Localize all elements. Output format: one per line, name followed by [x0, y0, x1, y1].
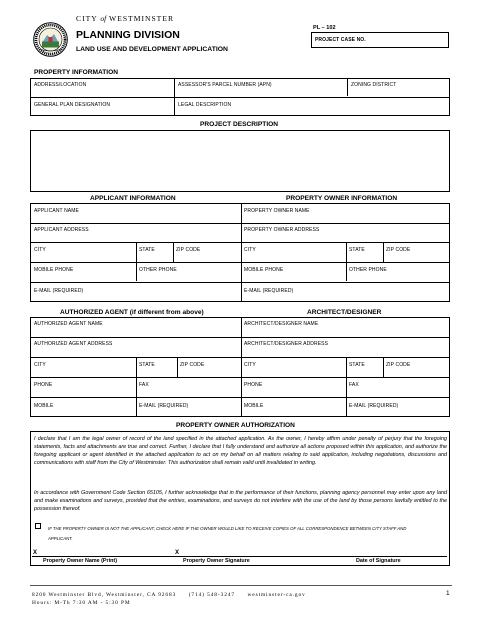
project-description-title: PROJECT DESCRIPTION: [200, 121, 279, 128]
form-number: PL – 102: [313, 25, 336, 31]
address-field[interactable]: ADDRESS/LOCATION: [34, 82, 87, 88]
form-title: LAND USE AND DEVELOPMENT APPLICATION: [76, 46, 228, 53]
owner-email-field[interactable]: E-MAIL (REQUIRED): [244, 288, 294, 294]
property-info-title: PROPERTY INFORMATION: [34, 69, 119, 76]
owner-zip-field[interactable]: ZIP CODE: [386, 247, 411, 253]
architect-city-field[interactable]: CITY: [244, 362, 256, 368]
signature-date-label: Date of Signature: [356, 558, 401, 564]
applicant-info-title: APPLICANT INFORMATION: [90, 195, 176, 202]
signature-x-mark-1: X: [33, 550, 38, 556]
correspondence-option-label: IF THE PROPERTY OWNER IS NOT THE APPLICANT, CHECK HERE IF THE OWNER WOULD LIKE TO RECEIVE COPIES OF ALL CORRESPONDENCE BETWEEN CITY STAFF AND APPLICANT.: [48, 526, 407, 541]
owner-signature-label: Property Owner Signature: [183, 558, 250, 564]
city-seal: [33, 22, 68, 57]
project-case-box[interactable]: [311, 32, 449, 48]
legal-description-field[interactable]: LEGAL DESCRIPTION: [178, 102, 232, 108]
owner-state-field[interactable]: STATE: [349, 247, 365, 253]
architect-email-field[interactable]: E-MAIL (REQUIRED): [349, 403, 399, 409]
project-case-label: PROJECT CASE NO.: [315, 37, 366, 43]
agent-phone-field[interactable]: PHONE: [34, 382, 53, 388]
applicant-other-phone-field[interactable]: OTHER PHONE: [139, 267, 177, 273]
architect-name-field[interactable]: ARCHITECT/DESIGNER NAME: [244, 321, 319, 327]
agent-info-title: AUTHORIZED AGENT (if different from above): [60, 309, 204, 316]
owner-name-field[interactable]: PROPERTY OWNER NAME: [244, 208, 310, 214]
agent-address-field[interactable]: AUTHORIZED AGENT ADDRESS: [34, 341, 113, 347]
owner-other-phone-field[interactable]: OTHER PHONE: [349, 267, 387, 273]
applicant-address-field[interactable]: APPLICANT ADDRESS: [34, 227, 89, 233]
owner-city-field[interactable]: CITY: [244, 247, 256, 253]
applicant-mobile-field[interactable]: MOBILE PHONE: [34, 267, 74, 273]
signature-x-mark-2: X: [175, 550, 180, 556]
agent-city-field[interactable]: CITY: [34, 362, 46, 368]
footer-address: 8200 Westminster Blvd, Westminster, CA 92683: [32, 592, 177, 598]
correspondence-checkbox[interactable]: [35, 523, 41, 529]
applicant-zip-field[interactable]: ZIP CODE: [176, 247, 201, 253]
owner-name-print-label: Property Owner Name (Print): [43, 558, 117, 564]
authorization-paragraph-2: In accordance with Government Code Section 65105, I further acknowledge that in the performance of their functions, planning agency personnel may enter upon any land and make examinations and surveys, provided that the entries, examinations, and surveys do not interfere with the use of the land by those persons lawfully entitled to the possession thereof.: [34, 490, 447, 513]
architect-mobile-field[interactable]: MOBILE: [244, 403, 264, 409]
signature-line[interactable]: [32, 556, 447, 557]
authorization-paragraph-1: I declare that I am the legal owner of record of the land specified in the attached application. As the owner, I hereby affirm under penalty of perjury that the foregoing statements, facts and attachments are true and correct. Further, I declare that I fully understand and authorize all actions proposed within this application, and authorize the foregoing applicant or agent identified in the attached application to act on my behalf on all matters relating to said application, including negotiations, discussions and communications with staff from the City of Westminster. This authorization shall remain valid until invalidated in writing.: [34, 436, 447, 467]
agent-name-field[interactable]: AUTHORIZED AGENT NAME: [34, 321, 103, 327]
zoning-field[interactable]: ZONING DISTRICT: [351, 82, 397, 88]
project-description-box[interactable]: [30, 130, 450, 192]
architect-state-field[interactable]: STATE: [349, 362, 365, 368]
architect-info-title: ARCHITECT/DESIGNER: [307, 309, 382, 316]
footer-rule: [30, 585, 452, 586]
agent-state-field[interactable]: STATE: [139, 362, 155, 368]
agent-email-field[interactable]: E-MAIL (REQUIRED): [139, 403, 189, 409]
property-info-table: [30, 78, 450, 116]
applicant-city-field[interactable]: CITY: [34, 247, 46, 253]
city-name: CITY of WESTMINSTER: [76, 14, 175, 23]
architect-fax-field[interactable]: FAX: [349, 382, 359, 388]
footer-contact-line: [32, 592, 306, 598]
agent-fax-field[interactable]: FAX: [139, 382, 149, 388]
authorization-box: [30, 431, 450, 566]
footer-website[interactable]: westminster-ca.gov: [247, 592, 306, 598]
applicant-name-field[interactable]: APPLICANT NAME: [34, 208, 79, 214]
agent-zip-field[interactable]: ZIP CODE: [180, 362, 205, 368]
footer-hours: Hours: M-Th 7:30 AM - 5:30 PM: [32, 600, 131, 606]
owner-mobile-field[interactable]: MOBILE PHONE: [244, 267, 284, 273]
agent-mobile-field[interactable]: MOBILE: [34, 403, 54, 409]
applicant-email-field[interactable]: E-MAIL (REQUIRED): [34, 288, 84, 294]
division-title: PLANNING DIVISION: [76, 29, 180, 41]
architect-phone-field[interactable]: PHONE: [244, 382, 263, 388]
architect-address-field[interactable]: ARCHITECT/DESIGNER ADDRESS: [244, 341, 329, 347]
architect-zip-field[interactable]: ZIP CODE: [386, 362, 411, 368]
applicant-state-field[interactable]: STATE: [139, 247, 155, 253]
agent-architect-table: [30, 317, 450, 417]
page-number: 1: [446, 590, 450, 597]
owner-info-title: PROPERTY OWNER INFORMATION: [286, 195, 398, 202]
applicant-owner-table: [30, 203, 450, 302]
owner-address-field[interactable]: PROPERTY OWNER ADDRESS: [244, 227, 320, 233]
general-plan-field[interactable]: GENERAL PLAN DESIGNATION: [34, 102, 111, 108]
authorization-title: PROPERTY OWNER AUTHORIZATION: [176, 422, 295, 429]
apn-field[interactable]: ASSESSOR'S PARCEL NUMBER (APN): [178, 82, 272, 88]
footer-phone: (714) 548-3247: [188, 592, 235, 598]
